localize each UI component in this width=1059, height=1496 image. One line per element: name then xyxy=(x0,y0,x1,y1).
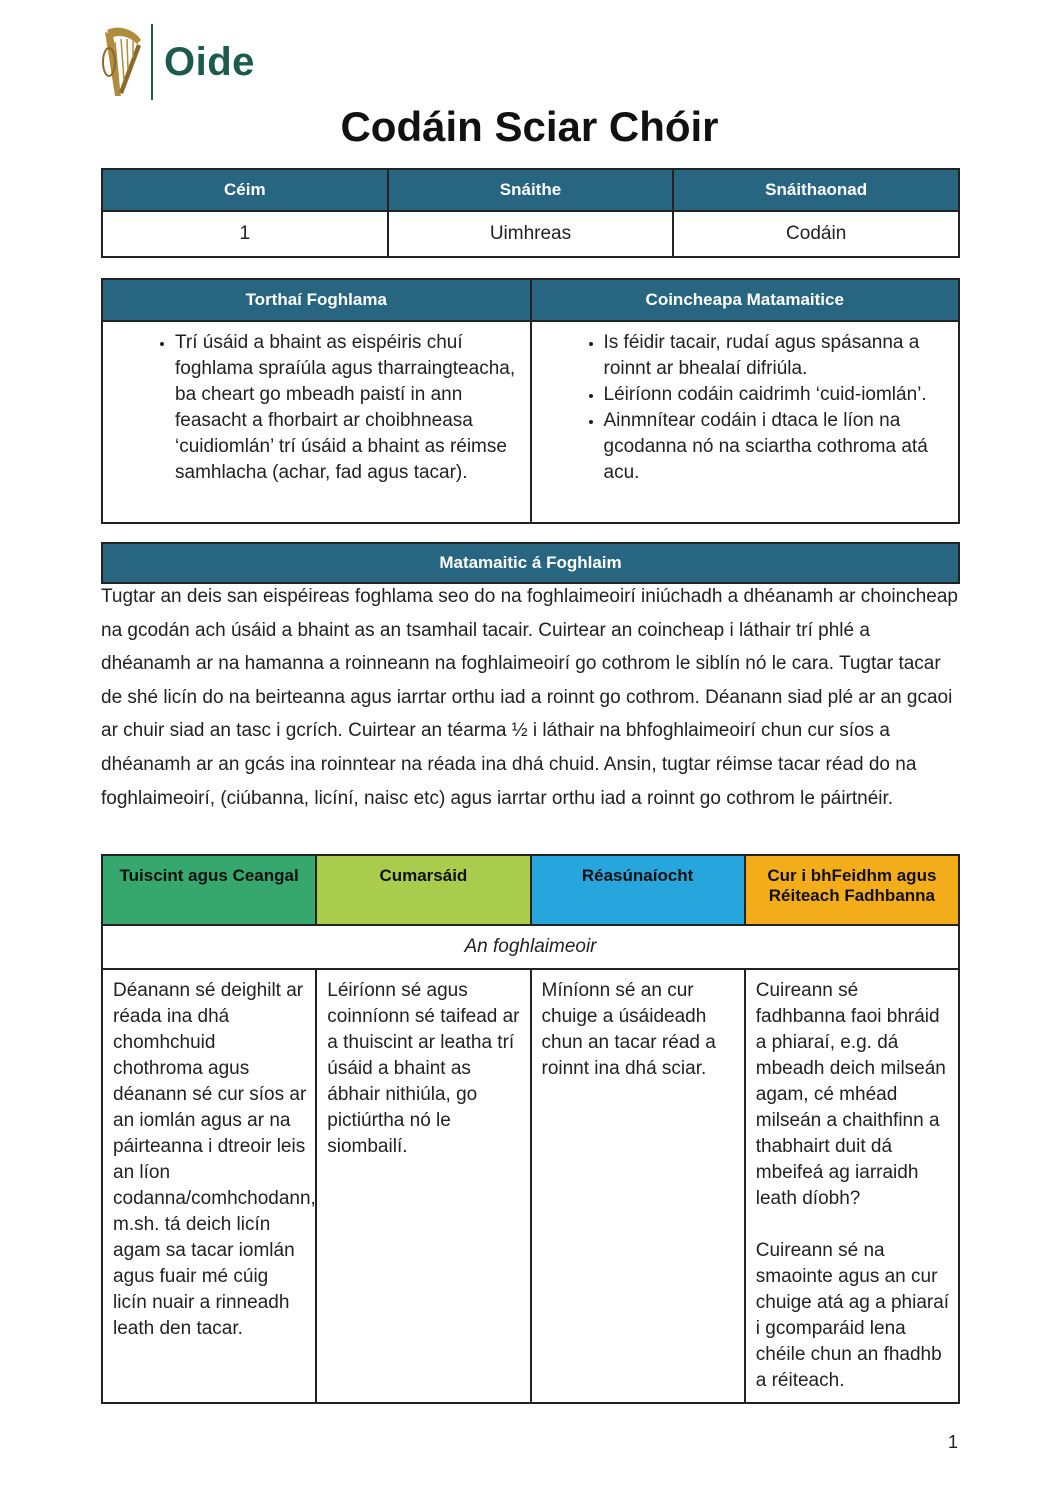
learner-subheader: An foghlaimeoir xyxy=(102,925,959,969)
cell-problem-solving-text: Cuireann sé fadhbanna faoi bhráid a phiaraí, e.g. dá mbeadh deich milseán agam, cé mhéad milseán a chaithfinn a thabhairt duit dá mbeifeá ag iarraidh leath díobh? xyxy=(755,980,946,1209)
cell-problem-solving xyxy=(745,969,959,1403)
cell-understanding: Déanann sé deighilt ar réada ina dhá chomhchuid chothroma agus déanann sé cur síos ar an iomlán agus ar na páirteanna i dtreoir leis an líon codanna/comhchodann, m.sh. tá deich licín agam sa tacar iomlán agus fuair mé cúig licín nuair a rinneadh leath den tacar. xyxy=(102,969,316,1403)
cell-problem-solving-extra: Cuireann sé na smaointe agus an cur chuige atá ag a phiaraí i gcomparáid lena chéile chun an fhadhb a réiteach. xyxy=(755,1240,950,1391)
oide-logo xyxy=(97,22,297,102)
header-communication: Cumarsáid xyxy=(316,855,530,925)
header-snaithe: Snáithe xyxy=(388,169,674,211)
cell-communication: Léiríonn sé agus coinníonn sé taifead ar a thuiscint ar leatha trí úsáid a bhaint as ábhair nithiúla, go pictiúrtha nó le siombailí. xyxy=(316,969,530,1403)
harp-icon xyxy=(97,22,147,102)
value-ceim: 1 xyxy=(102,211,388,257)
list-item: • Ainmnítear codáin i dtaca le líon na gcodanna nó na sciartha cothroma atá acu. xyxy=(604,408,945,486)
learning-table xyxy=(101,278,960,524)
value-snaithe: Uimhreas xyxy=(388,211,674,257)
page-title: Codáin Sciar Chóir xyxy=(340,103,719,150)
header-learning-outcomes: Torthaí Foghlama xyxy=(102,279,531,321)
header-snaithaonad: Snáithaonad xyxy=(673,169,959,211)
list-item: • Trí úsáid a bhaint as eispéiris chuí foghlama spraíúla agus tharraingteacha, ba cheart go mbeadh paistí in ann feasacht a fhorbairt ar choibhneasa ‘cuidiomlán’ trí úsáid a bhaint as réimse samhlacha (achar, fad agus tacar). xyxy=(175,330,516,486)
header-problem-solving: Cur i bhFeidhm agus Réiteach Fadhbanna xyxy=(745,855,959,925)
math-concepts-cell xyxy=(531,321,960,523)
brand-name: Oide xyxy=(164,40,255,84)
page-number: 1 xyxy=(947,1432,958,1452)
maths-learning-header: Matamaitic á Foghlaim xyxy=(101,542,960,584)
cell-reasoning: Míníonn sé an cur chuige a úsáideadh chun an tacar réad a roinnt ina dhá sciar. xyxy=(531,969,745,1403)
learning-outcomes-cell xyxy=(102,321,531,523)
value-snaithaonad: Codáin xyxy=(673,211,959,257)
list-item: • Is féidir tacair, rudaí agus spásanna a roinnt ar bhealaí difriúla. xyxy=(604,330,945,382)
header-math-concepts: Coincheapa Matamaitice xyxy=(531,279,960,321)
competencies-table xyxy=(101,854,960,1404)
logo-divider xyxy=(151,24,153,100)
overview-table xyxy=(101,168,960,258)
header-ceim: Céim xyxy=(102,169,388,211)
header-understanding: Tuiscint agus Ceangal xyxy=(102,855,316,925)
maths-learning-text: Tugtar an deis san eispéireas foghlama seo do na foghlaimeoirí iniúchadh a dhéanamh ar choincheap na gcodán ach úsáid a bhaint as an tsamhail tacair. Cuirtear an coincheap i láthair trí phlé a dhéanamh ar na hamanna a roinneann na foghlaimeoirí go cothrom le siblín nó le cara. Tugtar tacar de shé licín do na beirteanna agus iarrtar orthu iad a roinnt go cothrom. Déanann siad plé ar an gcaoi ar chuir siad an tasc i gcrích. Cuirtear an téarma ½ i láthair na bhfoghlaimeoirí chun cur síos a dhéanamh ar an gcás ina roinntear na réada ina dhá chuid. Ansin, tugtar réimse tacar réad do na foghlaimeoirí, (ciúbanna, licíní, naisc etc) agus iarrtar orthu iad a roinnt go cothrom le páirtnéir. xyxy=(101,586,958,809)
header-reasoning: Réasúnaíocht xyxy=(531,855,745,925)
list-item: • Léiríonn codáin caidrimh ‘cuid-iomlán’. xyxy=(604,382,945,408)
